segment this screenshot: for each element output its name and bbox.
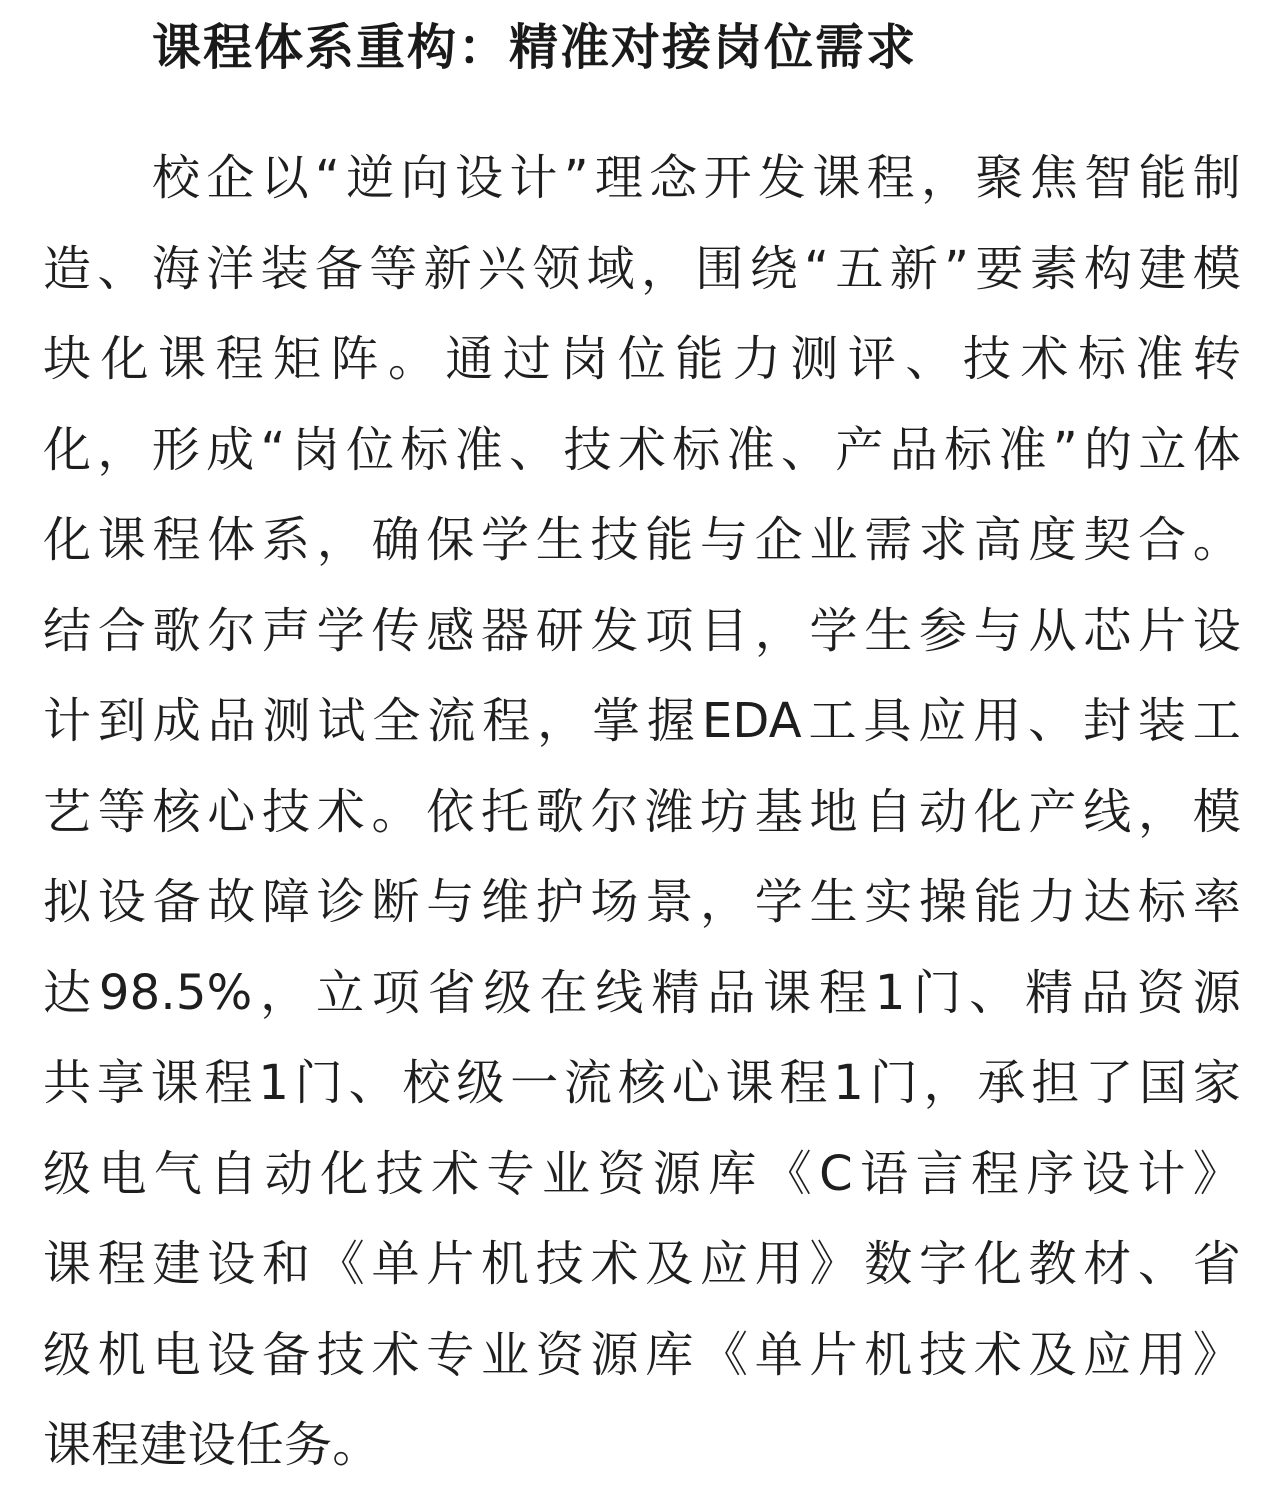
paragraph-line: 拟设备故障诊断与维护场景，学生实操能力达标率 [43,874,1241,930]
paragraph-line: 化课程体系，确保学生技能与企业需求高度契合。 [43,512,1241,568]
article [43,0,1241,1491]
paragraph-line: 化，形成“岗位标准、技术标准、产品标准”的立体 [43,421,1241,478]
paragraph-line: 计到成品测试全流程，掌握EDA工具应用、封装工 [43,693,1241,749]
paragraph-line: 结合歌尔声学传感器研发项目，学生参与从芯片设 [43,602,1241,659]
paragraph-line: 级机电设备技术专业资源库《单片机技术及应用》 [43,1326,1241,1383]
section-heading: 课程体系重构：精准对接岗位需求 [152,19,918,76]
paragraph-line: 级电气自动化技术专业资源库《C语言程序设计》 [43,1145,1241,1202]
paragraph-line: 课程建设和《单片机技术及应用》数字化教材、省 [43,1236,1241,1292]
body-paragraph [43,133,1241,1491]
paragraph-line: 共享课程1门、校级一流核心课程1门，承担了国家 [43,1055,1241,1111]
paragraph-line: 块化课程矩阵。通过岗位能力测评、技术标准转 [43,331,1241,387]
paragraph-line: 造、海洋装备等新兴领域，围绕“五新”要素构建模 [43,240,1241,297]
paragraph-line: 校企以“逆向设计”理念开发课程，聚焦智能制 [152,150,1241,206]
paragraph-line: 课程建设任务。 [43,1417,381,1473]
paragraph-line: 达98.5%，立项省级在线精品课程1门、精品资源 [43,964,1241,1021]
paragraph-line: 艺等核心技术。依托歌尔潍坊基地自动化产线，模 [43,783,1241,840]
